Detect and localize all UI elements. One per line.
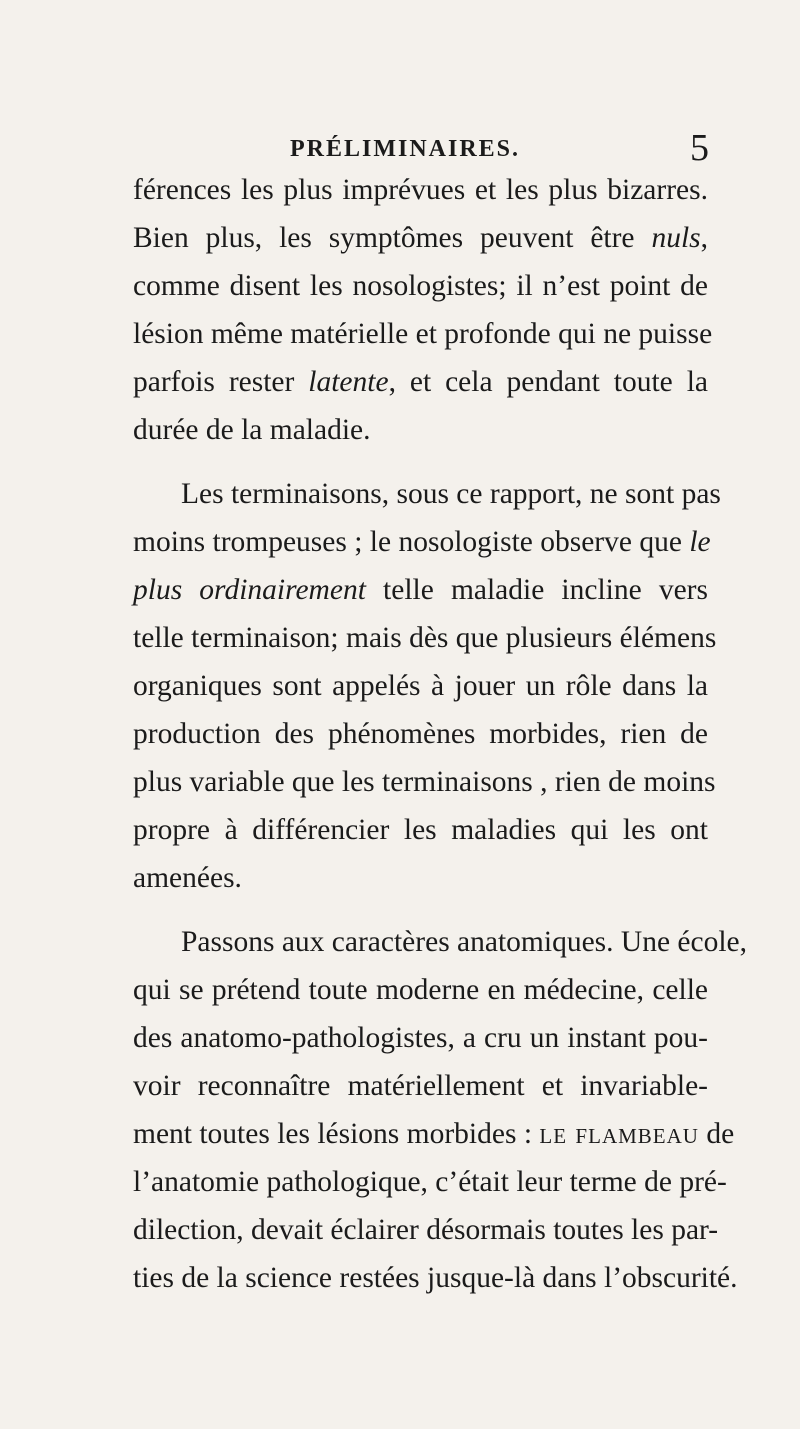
text-segment: , et cela pendant toute la bbox=[388, 366, 708, 398]
body-text bbox=[133, 166, 748, 1302]
text-segment: amenées. bbox=[133, 862, 242, 894]
text-segment: moins trompeuses ; le nosologiste observe que bbox=[133, 526, 690, 558]
text-segment: le bbox=[689, 526, 711, 558]
paragraph-gap bbox=[133, 902, 708, 918]
text-line bbox=[133, 1014, 708, 1062]
text-segment: , bbox=[700, 222, 708, 254]
text-segment: organiques sont appelés à jouer un rôle dans la bbox=[133, 670, 708, 702]
text-segment: voir reconnaître matériellement et invariable- bbox=[133, 1070, 708, 1102]
text-line bbox=[133, 262, 708, 310]
text-segment: lésion même matérielle et profonde qui ne puisse bbox=[133, 318, 713, 350]
text-segment: dilection, devait éclairer désormais toutes les par- bbox=[133, 1214, 719, 1246]
text-segment: des anatomo-pathologistes, a cru un instant pou- bbox=[133, 1022, 708, 1054]
text-segment: le flambeau bbox=[539, 1118, 699, 1150]
text-segment: de bbox=[698, 1118, 735, 1150]
text-segment: l’anatomie pathologique, c’était leur terme de pré- bbox=[133, 1166, 727, 1198]
text-line bbox=[133, 518, 711, 566]
text-line bbox=[133, 1254, 738, 1302]
paragraph-gap bbox=[133, 454, 708, 470]
text-segment: production des phénomènes morbides, rien de bbox=[133, 718, 708, 750]
text-line bbox=[133, 758, 716, 806]
text-segment: Bien plus, les symptômes peuvent être bbox=[133, 222, 652, 254]
text-line bbox=[133, 310, 713, 358]
text-line bbox=[133, 854, 708, 902]
text-line bbox=[133, 214, 708, 262]
text-line bbox=[133, 1062, 708, 1110]
text-line bbox=[133, 470, 721, 518]
text-line bbox=[133, 166, 708, 214]
text-line bbox=[133, 566, 708, 614]
text-line bbox=[133, 662, 708, 710]
text-segment: parfois rester bbox=[133, 366, 309, 398]
text-segment: férences les plus imprévues et les plus bizarres. bbox=[133, 174, 708, 206]
text-segment: comme disent les nosologistes; il n’est point de bbox=[133, 270, 708, 302]
text-segment: Passons aux caractères anatomiques. Une école, bbox=[181, 926, 748, 958]
text-line bbox=[133, 806, 708, 854]
text-line bbox=[133, 710, 708, 758]
text-line bbox=[133, 614, 717, 662]
text-segment: nuls bbox=[651, 222, 701, 254]
text-line bbox=[133, 1206, 719, 1254]
text-segment: ties de la science restées jusque-là dans l’obscurité. bbox=[133, 1262, 738, 1294]
text-segment: plus variable que les terminaisons , rien de moins bbox=[133, 766, 716, 798]
text-segment: latente bbox=[308, 366, 389, 398]
text-segment: plus ordinairement bbox=[133, 574, 366, 606]
text-line bbox=[133, 966, 708, 1014]
text-segment: ment toutes les lésions morbides : bbox=[133, 1118, 540, 1150]
text-segment: propre à différencier les maladies qui les ont bbox=[133, 814, 708, 846]
text-segment: telle maladie incline vers bbox=[365, 574, 708, 606]
text-line bbox=[133, 358, 708, 406]
text-line bbox=[133, 406, 708, 454]
page-number: 5 bbox=[690, 127, 709, 169]
text-line bbox=[133, 1158, 727, 1206]
text-segment: qui se prétend toute moderne en médecine, celle bbox=[133, 974, 708, 1006]
text-segment: durée de la maladie. bbox=[133, 414, 371, 446]
text-line bbox=[133, 918, 748, 966]
text-line bbox=[133, 1110, 735, 1158]
running-head: PRÉLIMINAIRES. bbox=[290, 136, 521, 162]
text-segment: telle terminaison; mais dès que plusieurs élémens bbox=[133, 622, 717, 654]
text-segment: Les terminaisons, sous ce rapport, ne sont pas bbox=[181, 478, 721, 510]
